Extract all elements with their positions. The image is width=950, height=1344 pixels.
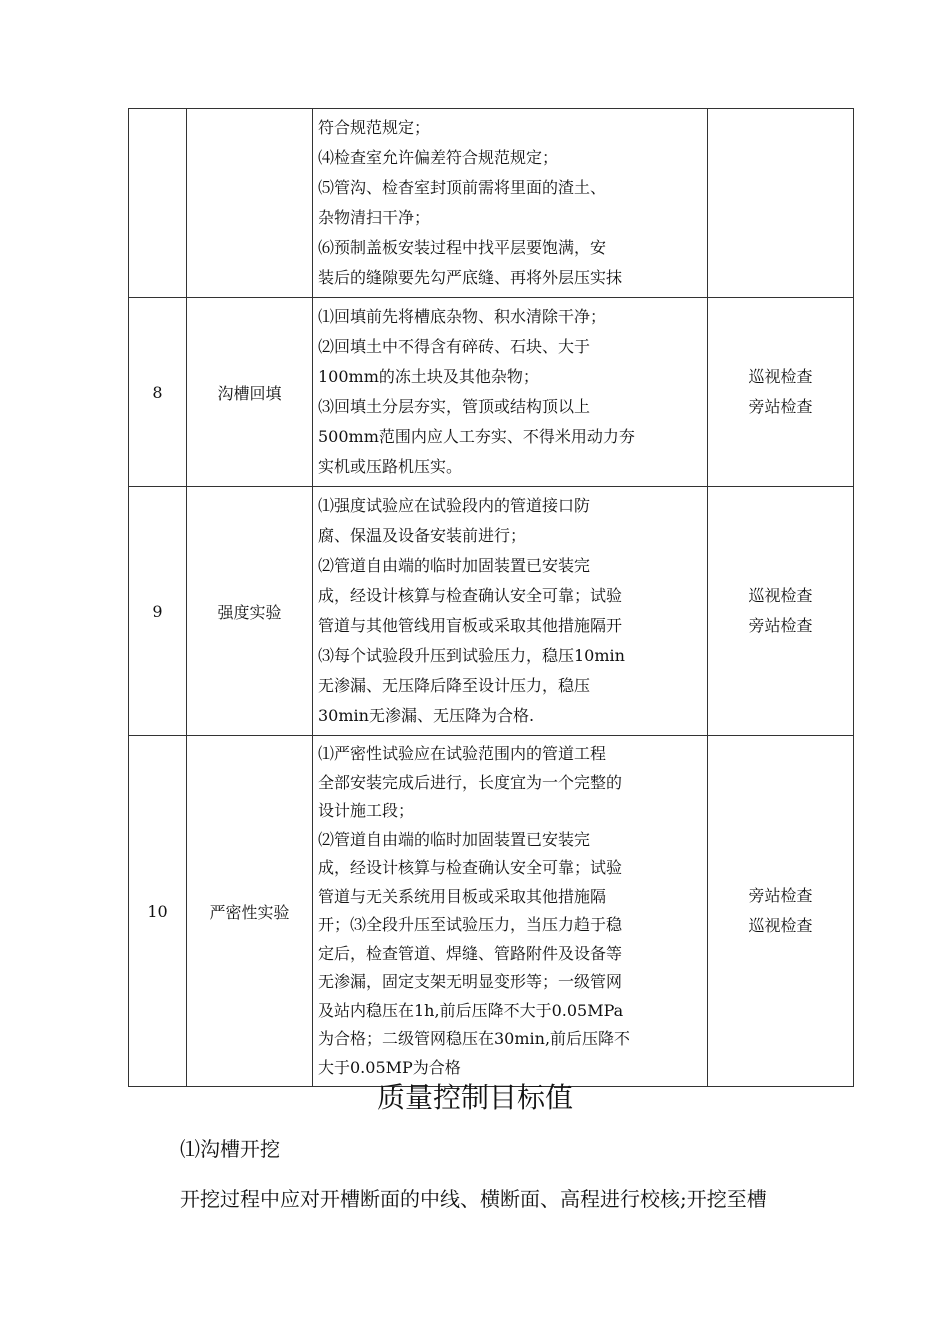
table-row	[129, 487, 854, 736]
row-item-name: 严密性实验	[187, 736, 313, 1087]
requirement-line: ⑵管道自由端的临时加固装置已安装完	[318, 556, 591, 575]
requirement-line: 成，经设计核算与检查确认安全可靠；试验	[318, 586, 623, 605]
table-row	[129, 298, 854, 487]
check-method-line: 巡视检查	[748, 586, 813, 605]
requirement-line: 杂物清扫干净；	[318, 208, 431, 227]
row-requirements	[313, 736, 708, 1087]
row-item-name: 强度实验	[187, 487, 313, 736]
section-subheading: ⑴沟槽开挖	[180, 1137, 280, 1161]
check-method-line: 巡视检查	[748, 916, 813, 935]
row-number: 9	[129, 487, 187, 736]
row-number: 10	[129, 736, 187, 1087]
requirement-line: 定后，检查管道、焊缝、管路附件及设备等	[318, 943, 623, 963]
requirement-line: ⑶每个试验段升压到试验压力，稳压10min	[318, 646, 625, 665]
requirement-line: 大于0.05MP为合格	[318, 1057, 461, 1077]
row-number	[129, 109, 187, 298]
check-method-line: 旁站检查	[748, 397, 813, 416]
requirement-line: ⑴严密性试验应在试验范围内的管道工程	[318, 744, 607, 763]
requirement-line: 30min无渗漏、无压降为合格.	[318, 706, 535, 725]
row-check-method	[708, 736, 854, 1087]
row-number: 8	[129, 298, 187, 487]
row-check-method	[708, 487, 854, 736]
requirement-line: 全部安装完成后进行，长度宜为一个完整的	[318, 772, 623, 792]
row-item-name	[187, 109, 313, 298]
row-requirements	[313, 487, 708, 736]
requirement-line: 成，经设计核算与检查确认安全可靠；试验	[318, 858, 623, 877]
body-paragraph: 开挖过程中应对开槽断面的中线、横断面、高程进行校核;开挖至槽	[180, 1187, 767, 1211]
requirement-line: ⑴强度试验应在试验段内的管道接口防	[318, 496, 591, 515]
requirement-line: ⑵管道自由端的临时加固装置已安装完	[318, 829, 591, 849]
check-method-line: 巡视检查	[748, 367, 813, 386]
requirement-line: 管道与其他管线用盲板或采取其他措施隔开	[318, 616, 623, 635]
requirement-line: ⑷检查室允许偏差符合规范规定；	[318, 148, 559, 167]
row-requirements	[313, 298, 708, 487]
requirement-line: ⑹预制盖板安装过程中找平层要饱满，安	[318, 238, 607, 257]
requirement-line: 管道与无关系统用目板或采取其他措施隔	[318, 886, 607, 906]
row-item-name: 沟槽回填	[187, 298, 313, 487]
row-requirements	[313, 109, 708, 298]
row-check-method	[708, 298, 854, 487]
requirement-line: 500mm范围内应人工夯实、不得米用动力夯	[318, 427, 635, 446]
row-check-method	[708, 109, 854, 298]
requirement-line: 无渗漏、无压降后降至设计压力，稳压	[318, 676, 591, 695]
requirement-line: ⑴回填前先将槽底杂物、积水清除干净；	[318, 307, 607, 326]
requirement-line: ⑶回填土分层夯实，管顶或结构顶以上	[318, 397, 591, 416]
requirement-line: 设计施工段；	[318, 801, 415, 820]
requirement-line: 开；⑶全段升压至试验压力，当压力趋于稳	[318, 915, 623, 934]
check-method-line: 旁站检查	[748, 886, 813, 905]
requirement-line: 符合规范规定；	[318, 118, 431, 137]
table-row	[129, 109, 854, 298]
quality-control-table	[128, 108, 854, 1087]
table-row	[129, 736, 854, 1087]
requirement-line: 实机或压路机压实。	[318, 457, 463, 476]
requirement-line: 及站内稳压在1h,前后压降不大于0.05MPa	[318, 1000, 624, 1020]
requirement-line: 为合格；二级管网稳压在30min,前后压降不	[318, 1029, 631, 1048]
requirement-line: ⑵回填土中不得含有碎砖、石块、大于	[318, 337, 591, 356]
requirement-line: 无渗漏，固定支架无明显变形等；一级管网	[318, 972, 623, 991]
requirement-line: ⑸管沟、检杳室封顶前需将里面的渣土、	[318, 178, 607, 197]
section-heading: 质量控制目标值	[376, 1081, 573, 1114]
requirement-line: 装后的缝隙要先勾严底缝、再将外层压实抹	[318, 268, 623, 287]
check-method-line: 旁站检查	[748, 616, 813, 635]
requirement-line: 腐、保温及设备安装前进行；	[318, 526, 527, 545]
requirement-line: 100mm的冻土块及其他杂物；	[318, 367, 539, 386]
